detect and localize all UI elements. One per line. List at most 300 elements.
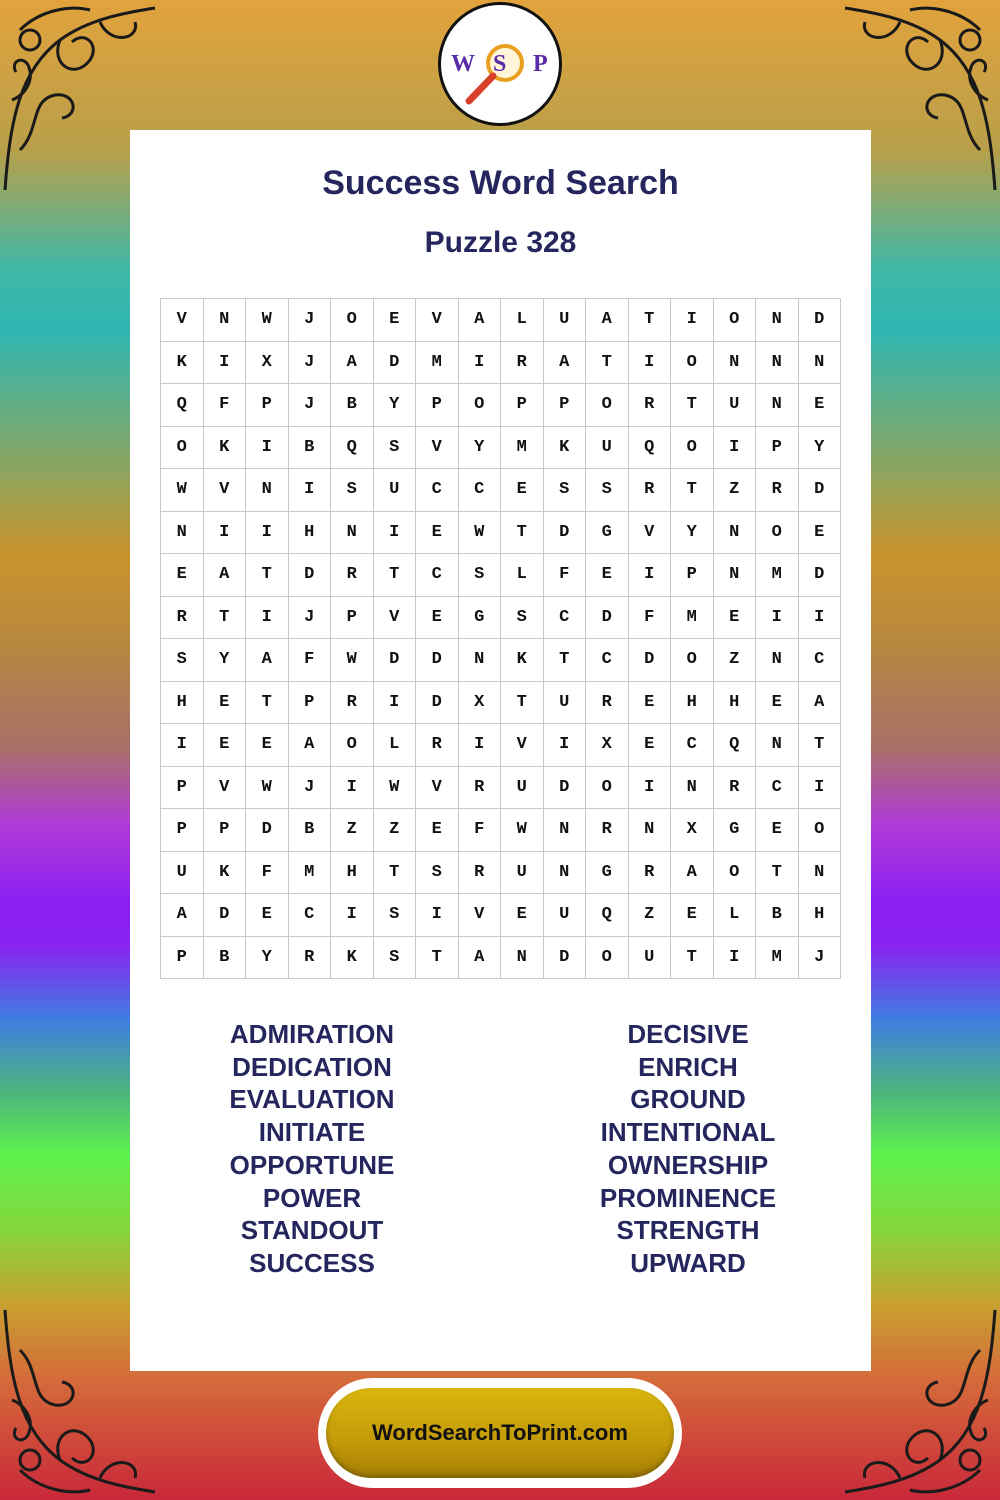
grid-cell[interactable]: B [203, 936, 246, 979]
grid-cell[interactable]: Y [373, 384, 416, 427]
logo-letter-p: P [533, 51, 548, 77]
grid-cell[interactable]: Z [373, 809, 416, 852]
grid-cell[interactable]: D [416, 639, 459, 682]
grid-cell[interactable]: P [756, 426, 799, 469]
word-list-item: OWNERSHIP [607, 1149, 769, 1180]
grid-cell[interactable]: B [331, 384, 374, 427]
grid-cell[interactable]: T [373, 554, 416, 597]
grid-cell[interactable]: T [628, 299, 671, 342]
grid-cell[interactable]: W [246, 299, 289, 342]
grid-cell[interactable]: P [161, 766, 204, 809]
grid-cell[interactable]: I [331, 894, 374, 937]
grid-cell[interactable]: U [543, 894, 586, 937]
grid-cell[interactable]: V [373, 596, 416, 639]
grid-cell[interactable]: C [288, 894, 331, 937]
grid-cell[interactable]: O [756, 511, 799, 554]
grid-cell[interactable]: R [586, 809, 629, 852]
grid-cell[interactable]: J [798, 936, 841, 979]
grid-cell[interactable]: I [161, 724, 204, 767]
grid-cell[interactable]: O [331, 724, 374, 767]
grid-cell[interactable]: Y [458, 426, 501, 469]
footer-button[interactable] [326, 1388, 674, 1478]
grid-cell[interactable]: Z [713, 639, 756, 682]
grid-cell[interactable]: E [798, 384, 841, 427]
grid-cell[interactable]: I [331, 766, 374, 809]
grid-cell[interactable]: X [458, 681, 501, 724]
grid-cell[interactable]: N [161, 511, 204, 554]
grid-cell[interactable]: D [373, 341, 416, 384]
grid-cell[interactable]: R [458, 851, 501, 894]
grid-cell[interactable]: P [161, 809, 204, 852]
grid-cell[interactable]: F [543, 554, 586, 597]
grid-cell[interactable]: O [331, 299, 374, 342]
grid-cell[interactable]: T [671, 936, 714, 979]
grid-cell[interactable]: K [543, 426, 586, 469]
grid-cell[interactable]: T [543, 639, 586, 682]
grid-cell[interactable]: N [203, 299, 246, 342]
grid-cell[interactable]: Y [671, 511, 714, 554]
grid-cell[interactable]: D [543, 766, 586, 809]
grid-cell[interactable]: W [331, 639, 374, 682]
grid-row [161, 341, 841, 384]
grid-cell[interactable]: B [288, 426, 331, 469]
grid-cell[interactable]: M [501, 426, 544, 469]
grid-cell[interactable]: O [671, 426, 714, 469]
grid-cell[interactable]: V [628, 511, 671, 554]
grid-cell[interactable]: C [416, 469, 459, 512]
grid-cell[interactable]: V [458, 894, 501, 937]
grid-cell[interactable]: S [458, 554, 501, 597]
grid-cell[interactable]: O [671, 341, 714, 384]
grid-cell[interactable]: A [246, 639, 289, 682]
grid-cell[interactable]: T [501, 681, 544, 724]
grid-cell[interactable]: P [161, 936, 204, 979]
grid-cell[interactable]: A [798, 681, 841, 724]
word-list-item: SUCCESS [249, 1247, 375, 1278]
grid-cell[interactable]: T [246, 554, 289, 597]
grid-cell[interactable]: N [756, 639, 799, 682]
grid-cell[interactable]: V [416, 426, 459, 469]
grid-cell[interactable]: D [543, 936, 586, 979]
grid-cell[interactable]: R [458, 766, 501, 809]
word-list-item: PROMINENCE [599, 1182, 777, 1213]
grid-cell[interactable]: U [543, 299, 586, 342]
grid-cell[interactable]: A [458, 299, 501, 342]
word-list-item: ENRICH [638, 1051, 738, 1082]
grid-cell[interactable]: F [458, 809, 501, 852]
grid-cell[interactable]: E [501, 894, 544, 937]
grid-cell[interactable]: S [373, 894, 416, 937]
grid-cell[interactable]: C [416, 554, 459, 597]
grid-cell[interactable]: E [203, 724, 246, 767]
grid-cell[interactable]: I [713, 426, 756, 469]
grid-cell[interactable]: E [671, 894, 714, 937]
grid-cell[interactable]: E [416, 596, 459, 639]
word-list-item: DECISIVE [627, 1019, 749, 1049]
grid-cell[interactable]: V [501, 724, 544, 767]
grid-cell[interactable]: N [246, 469, 289, 512]
grid-row [161, 511, 841, 554]
grid-cell[interactable]: M [756, 554, 799, 597]
grid-cell[interactable]: P [543, 384, 586, 427]
grid-cell[interactable]: H [798, 894, 841, 937]
grid-cell[interactable]: Q [628, 426, 671, 469]
grid-cell[interactable]: G [713, 809, 756, 852]
grid-row [161, 851, 841, 894]
logo-letter-s: S [493, 51, 507, 77]
grid-cell[interactable]: I [798, 596, 841, 639]
grid-cell[interactable]: P [331, 596, 374, 639]
grid-cell[interactable]: K [331, 936, 374, 979]
grid-cell[interactable]: I [416, 894, 459, 937]
grid-cell[interactable]: T [798, 724, 841, 767]
page-title: Success Word Search [322, 164, 679, 202]
grid-cell[interactable]: N [756, 724, 799, 767]
grid-cell[interactable]: V [203, 469, 246, 512]
grid-row [161, 426, 841, 469]
grid-cell[interactable]: N [671, 766, 714, 809]
grid-cell[interactable]: N [756, 384, 799, 427]
grid-cell[interactable]: E [161, 554, 204, 597]
grid-cell[interactable]: H [331, 851, 374, 894]
grid-row [161, 724, 841, 767]
grid-row [161, 596, 841, 639]
grid-cell[interactable]: T [756, 851, 799, 894]
grid-cell[interactable]: W [501, 809, 544, 852]
grid-cell[interactable]: S [543, 469, 586, 512]
grid-cell[interactable]: R [331, 554, 374, 597]
grid-cell[interactable]: U [501, 766, 544, 809]
grid-cell[interactable]: A [288, 724, 331, 767]
grid-cell[interactable]: F [203, 384, 246, 427]
grid-cell[interactable]: T [373, 851, 416, 894]
grid-cell[interactable]: R [756, 469, 799, 512]
site-logo[interactable] [438, 2, 562, 126]
word-list-item: ADMIRATION [229, 1019, 395, 1049]
grid-cell[interactable]: E [586, 554, 629, 597]
grid-cell[interactable]: P [501, 384, 544, 427]
grid-cell[interactable]: T [671, 384, 714, 427]
grid-cell[interactable]: T [416, 936, 459, 979]
grid-cell[interactable]: F [628, 596, 671, 639]
grid-cell[interactable]: G [586, 851, 629, 894]
grid-cell[interactable]: A [586, 299, 629, 342]
grid-cell[interactable]: D [246, 809, 289, 852]
grid-cell[interactable]: N [756, 341, 799, 384]
grid-cell[interactable]: O [798, 809, 841, 852]
grid-cell[interactable]: Z [713, 469, 756, 512]
grid-cell[interactable]: C [458, 469, 501, 512]
grid-cell[interactable]: U [586, 426, 629, 469]
grid-cell[interactable]: C [798, 639, 841, 682]
grid-cell[interactable]: Y [203, 639, 246, 682]
grid-row [161, 384, 841, 427]
grid-cell[interactable]: E [628, 681, 671, 724]
grid-cell[interactable]: Q [331, 426, 374, 469]
grid-cell[interactable]: Q [713, 724, 756, 767]
grid-cell[interactable]: L [373, 724, 416, 767]
grid-cell[interactable]: J [288, 341, 331, 384]
word-list-right [538, 1018, 838, 1280]
word-list-item: STRENGTH [616, 1215, 760, 1246]
grid-cell[interactable]: R [628, 851, 671, 894]
grid-cell[interactable]: U [628, 936, 671, 979]
grid-cell[interactable]: T [671, 469, 714, 512]
grid-cell[interactable]: N [458, 639, 501, 682]
grid-cell[interactable]: L [713, 894, 756, 937]
grid-cell[interactable]: J [288, 596, 331, 639]
grid-cell[interactable]: N [713, 554, 756, 597]
grid-cell[interactable]: P [288, 681, 331, 724]
grid-cell[interactable]: R [628, 384, 671, 427]
grid-cell[interactable]: I [628, 341, 671, 384]
grid-row [161, 936, 841, 979]
grid-row [161, 894, 841, 937]
puzzle-sheet [130, 130, 871, 1371]
word-list-item: STANDOUT [240, 1215, 384, 1246]
grid-cell[interactable]: C [756, 766, 799, 809]
grid-cell[interactable]: T [586, 341, 629, 384]
grid-cell[interactable]: O [713, 299, 756, 342]
grid-cell[interactable]: H [288, 511, 331, 554]
grid-row [161, 554, 841, 597]
grid-row [161, 766, 841, 809]
word-list-item: OPPORTUNE [229, 1149, 395, 1180]
grid-cell[interactable]: I [373, 681, 416, 724]
logo-letter-w: W [451, 51, 475, 77]
grid-cell[interactable]: V [416, 299, 459, 342]
grid-cell[interactable]: B [288, 809, 331, 852]
word-list-item: GROUND [630, 1084, 746, 1115]
grid-cell[interactable]: Z [628, 894, 671, 937]
grid-cell[interactable]: A [161, 894, 204, 937]
grid-cell[interactable]: O [713, 851, 756, 894]
grid-cell[interactable]: V [416, 766, 459, 809]
grid-cell[interactable]: I [458, 341, 501, 384]
grid-cell[interactable]: V [161, 299, 204, 342]
grid-cell[interactable]: I [628, 554, 671, 597]
grid-cell[interactable]: O [586, 936, 629, 979]
grid-cell[interactable]: R [501, 341, 544, 384]
grid-cell[interactable]: C [586, 639, 629, 682]
grid-cell[interactable]: D [628, 639, 671, 682]
word-list-item: POWER [262, 1182, 362, 1213]
footer-badge[interactable] [318, 1378, 682, 1488]
grid-cell[interactable]: E [628, 724, 671, 767]
grid-cell[interactable]: O [671, 639, 714, 682]
grid-cell[interactable]: X [586, 724, 629, 767]
grid-cell[interactable]: I [246, 426, 289, 469]
grid-cell[interactable]: M [416, 341, 459, 384]
grid-cell[interactable]: I [458, 724, 501, 767]
grid-cell[interactable]: E [798, 511, 841, 554]
grid-cell[interactable]: K [161, 341, 204, 384]
grid-cell[interactable]: D [586, 596, 629, 639]
grid-cell[interactable]: E [246, 894, 289, 937]
footer-site-link[interactable]: WordSearchToPrint.com [372, 1420, 628, 1445]
grid-cell[interactable]: N [798, 851, 841, 894]
grid-cell[interactable]: C [671, 724, 714, 767]
grid-cell[interactable]: E [713, 596, 756, 639]
grid-cell[interactable]: I [288, 469, 331, 512]
grid-cell[interactable]: S [161, 639, 204, 682]
grid-cell[interactable]: Z [331, 809, 374, 852]
grid-cell[interactable]: R [416, 724, 459, 767]
grid-cell[interactable]: N [798, 341, 841, 384]
grid-cell[interactable]: W [246, 766, 289, 809]
grid-cell[interactable]: I [373, 511, 416, 554]
grid-cell[interactable]: S [373, 426, 416, 469]
grid-cell[interactable]: A [671, 851, 714, 894]
grid-cell[interactable]: R [586, 681, 629, 724]
grid-cell[interactable]: N [713, 341, 756, 384]
word-list-item: INTENTIONAL [600, 1117, 776, 1148]
grid-cell[interactable]: Y [246, 936, 289, 979]
grid-cell[interactable]: N [543, 851, 586, 894]
grid-cell[interactable]: B [756, 894, 799, 937]
grid-cell[interactable]: C [543, 596, 586, 639]
grid-cell[interactable]: U [501, 851, 544, 894]
grid-cell[interactable]: M [756, 936, 799, 979]
grid-cell[interactable]: Q [586, 894, 629, 937]
grid-cell[interactable]: A [543, 341, 586, 384]
grid-cell[interactable]: G [458, 596, 501, 639]
grid-cell[interactable]: R [628, 469, 671, 512]
grid-cell[interactable]: E [756, 809, 799, 852]
grid-cell[interactable]: S [373, 936, 416, 979]
grid-cell[interactable]: E [246, 724, 289, 767]
grid-cell[interactable]: A [203, 554, 246, 597]
grid-cell[interactable]: N [331, 511, 374, 554]
grid-row [161, 299, 841, 342]
grid-cell[interactable]: V [203, 766, 246, 809]
grid-cell[interactable]: E [373, 299, 416, 342]
grid-cell[interactable]: O [586, 766, 629, 809]
grid-cell[interactable]: E [416, 809, 459, 852]
grid-cell[interactable]: I [756, 596, 799, 639]
grid-cell[interactable]: P [671, 554, 714, 597]
grid-cell[interactable]: H [713, 681, 756, 724]
grid-cell[interactable]: D [373, 639, 416, 682]
grid-cell[interactable]: U [373, 469, 416, 512]
grid-cell[interactable]: F [288, 639, 331, 682]
grid-cell[interactable]: S [586, 469, 629, 512]
grid-cell[interactable]: M [288, 851, 331, 894]
grid-cell[interactable]: D [798, 469, 841, 512]
word-list-item: INITIATE [258, 1117, 366, 1148]
grid-cell[interactable]: N [501, 936, 544, 979]
grid-cell[interactable]: I [798, 766, 841, 809]
word-list-left [162, 1018, 462, 1280]
grid-cell[interactable]: U [543, 681, 586, 724]
grid-cell[interactable]: T [246, 681, 289, 724]
grid-cell[interactable]: D [203, 894, 246, 937]
grid-cell[interactable]: L [501, 299, 544, 342]
grid-cell[interactable]: R [288, 936, 331, 979]
grid-cell[interactable]: I [713, 936, 756, 979]
grid-cell[interactable]: A [458, 936, 501, 979]
grid-row [161, 681, 841, 724]
grid-cell[interactable]: O [458, 384, 501, 427]
grid-cell[interactable]: Q [161, 384, 204, 427]
grid-cell[interactable]: J [288, 766, 331, 809]
grid-cell[interactable]: W [161, 469, 204, 512]
grid-cell[interactable]: K [203, 426, 246, 469]
grid-row [161, 809, 841, 852]
grid-cell[interactable]: I [203, 511, 246, 554]
grid-cell[interactable]: I [628, 766, 671, 809]
grid-cell[interactable]: D [416, 681, 459, 724]
grid-cell[interactable]: Y [798, 426, 841, 469]
grid-cell[interactable]: S [501, 596, 544, 639]
grid-cell[interactable]: E [203, 681, 246, 724]
grid-cell[interactable]: I [246, 596, 289, 639]
grid-cell[interactable]: U [713, 384, 756, 427]
grid-cell[interactable]: P [416, 384, 459, 427]
grid-cell[interactable]: E [501, 469, 544, 512]
grid-cell[interactable]: K [203, 851, 246, 894]
grid-cell[interactable]: I [203, 341, 246, 384]
grid-cell[interactable]: S [331, 469, 374, 512]
grid-cell[interactable]: F [246, 851, 289, 894]
grid-cell[interactable]: O [161, 426, 204, 469]
grid-cell[interactable]: D [288, 554, 331, 597]
grid-cell[interactable]: R [161, 596, 204, 639]
grid-cell[interactable]: X [671, 809, 714, 852]
letter-grid[interactable] [160, 298, 841, 979]
grid-cell[interactable]: N [628, 809, 671, 852]
grid-cell[interactable]: H [671, 681, 714, 724]
grid-cell[interactable]: J [288, 384, 331, 427]
grid-cell[interactable]: I [543, 724, 586, 767]
grid-cell[interactable]: H [161, 681, 204, 724]
word-list-item: DEDICATION [232, 1051, 392, 1082]
grid-cell[interactable]: G [586, 511, 629, 554]
grid-cell[interactable]: K [501, 639, 544, 682]
grid-cell[interactable]: X [246, 341, 289, 384]
word-list-item: UPWARD [630, 1247, 746, 1278]
grid-cell[interactable]: D [798, 299, 841, 342]
grid-row [161, 639, 841, 682]
grid-cell[interactable]: P [203, 809, 246, 852]
grid-cell[interactable]: I [246, 511, 289, 554]
grid-cell[interactable]: U [161, 851, 204, 894]
grid-cell[interactable]: M [671, 596, 714, 639]
puzzle-number: Puzzle 328 [424, 226, 577, 259]
grid-row [161, 469, 841, 512]
grid-cell[interactable]: D [543, 511, 586, 554]
grid-cell[interactable]: D [798, 554, 841, 597]
grid-cell[interactable]: J [288, 299, 331, 342]
grid-cell[interactable]: R [713, 766, 756, 809]
grid-cell[interactable]: N [756, 299, 799, 342]
grid-cell[interactable]: A [331, 341, 374, 384]
grid-cell[interactable]: E [756, 681, 799, 724]
grid-cell[interactable]: T [501, 511, 544, 554]
grid-cell[interactable]: N [713, 511, 756, 554]
grid-cell[interactable]: I [671, 299, 714, 342]
grid-cell[interactable]: E [416, 511, 459, 554]
grid-cell[interactable]: S [416, 851, 459, 894]
grid-cell[interactable]: O [586, 384, 629, 427]
grid-cell[interactable]: W [458, 511, 501, 554]
grid-cell[interactable]: R [331, 681, 374, 724]
grid-cell[interactable]: W [373, 766, 416, 809]
grid-cell[interactable]: P [246, 384, 289, 427]
grid-cell[interactable]: T [203, 596, 246, 639]
grid-cell[interactable]: N [543, 809, 586, 852]
grid-cell[interactable]: L [501, 554, 544, 597]
